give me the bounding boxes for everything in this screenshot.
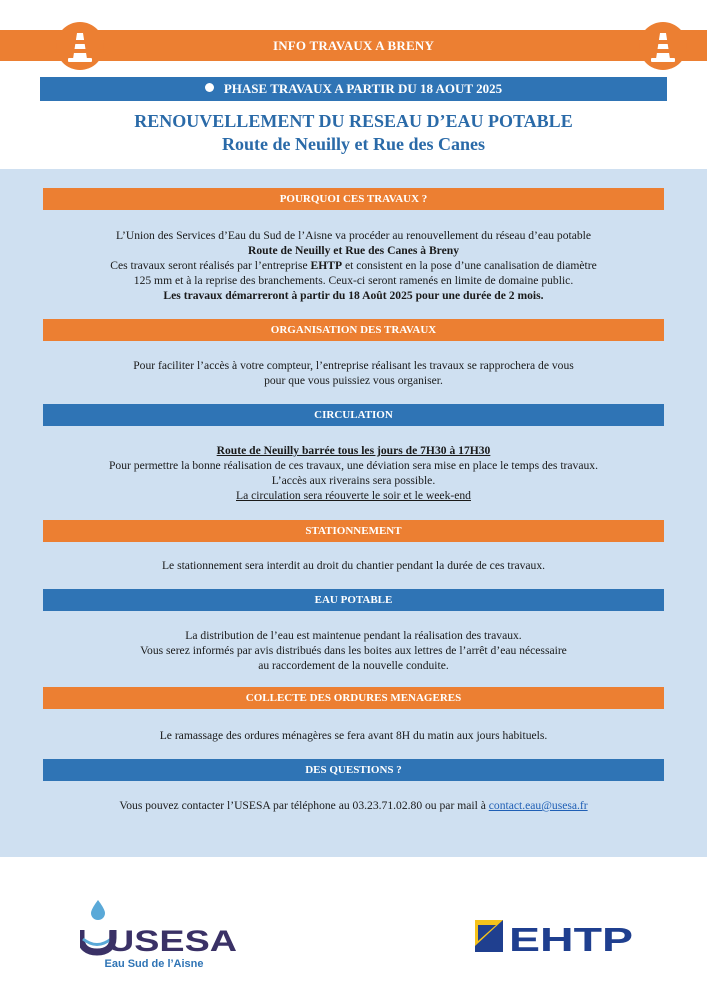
section-heading-pourquoi: POURQUOI CES TRAVAUX ? <box>43 188 664 210</box>
section-body-circulation <box>30 443 677 503</box>
section-heading-organisation: ORGANISATION DES TRAVAUX <box>43 319 664 341</box>
section-body-organisation <box>30 358 677 388</box>
section-heading-collecte: COLLECTE DES ORDURES MENAGERES <box>43 687 664 709</box>
body-line: Pour faciliter l’accès à votre compteur, l’entreprise réalisant les travaux se rapprochera de vous <box>133 359 574 372</box>
body-line <box>30 798 677 813</box>
body-line <box>30 443 677 458</box>
email-link[interactable]: contact.eau@usesa.fr <box>488 799 588 812</box>
header-title: INFO TRAVAUX A BRENY <box>272 38 435 53</box>
body-line: L’accès aux riverains sera possible. <box>271 474 436 487</box>
body-line: Le ramassage des ordures ménagères se fera avant 8H du matin aux jours habituels. <box>159 729 548 742</box>
body-line: Les travaux démarreront à partir du 18 Août 2025 pour une durée de 2 mois. <box>163 289 544 302</box>
section-heading-eau: EAU POTABLE <box>43 589 664 611</box>
section-body-pourquoi <box>30 228 677 303</box>
page-title: RENOUVELLEMENT DU RESEAU D’EAU POTABLE <box>134 111 573 131</box>
usesa-wordmark: USESA <box>107 925 237 958</box>
body-line <box>30 488 677 503</box>
body-text: Ces travaux seront réalisés par l’entreprise <box>110 259 311 272</box>
section-heading-questions: DES QUESTIONS ? <box>43 759 664 781</box>
usesa-logo <box>80 898 240 973</box>
reopening-notice: La circulation sera réouverte le soir et le week-end <box>236 489 471 502</box>
body-line: au raccordement de la nouvelle conduite. <box>258 659 449 672</box>
section-body-questions <box>30 798 677 813</box>
water-drop-icon <box>91 900 105 920</box>
body-line: Le stationnement sera interdit au droit du chantier pendant la durée de ces travaux. <box>161 559 546 572</box>
section-heading-stationnement: STATIONNEMENT <box>43 520 664 542</box>
closure-notice: Route de Neuilly barrée tous les jours de 7H30 à 17H30 <box>216 444 491 457</box>
page-subtitle: Route de Neuilly et Rue des Canes <box>222 134 485 154</box>
bullet-icon <box>205 83 214 92</box>
body-text: et consistent en la pose d’une canalisation de diamètre <box>342 259 597 272</box>
phase-text: PHASE TRAVAUX A PARTIR DU 18 AOUT 2025 <box>223 81 503 96</box>
body-line <box>30 258 677 273</box>
section-body-eau <box>30 628 677 673</box>
body-line: Route de Neuilly et Rue des Canes à Breny <box>247 244 460 257</box>
phase-banner <box>40 77 667 101</box>
ehtp-logo <box>475 916 640 956</box>
section-body-stationnement <box>30 558 677 573</box>
contact-text: Vous pouvez contacter l’USESA par téléphone au 03.23.71.02.80 ou par mail à <box>119 799 489 812</box>
body-line: Vous serez informés par avis distribués dans les boites aux lettres de l’arrêt d’eau nécessaire <box>140 644 567 657</box>
body-line: Pour permettre la bonne réalisation de ces travaux, une déviation sera mise en place le temps des travaux. <box>108 459 598 472</box>
body-line: pour que vous puissiez vous organiser. <box>264 374 443 387</box>
body-line: 125 mm et à la reprise des branchements. Ceux-ci seront ramenés en limite de domaine public. <box>133 274 574 287</box>
section-body-collecte <box>30 728 677 743</box>
body-line: La distribution de l’eau est maintenue pendant la réalisation des travaux. <box>185 629 522 642</box>
body-line: L’Union des Services d’Eau du Sud de l’Aisne va procéder au renouvellement du réseau d’eau potable <box>115 229 592 242</box>
usesa-tagline: Eau Sud de l’Aisne <box>104 958 204 970</box>
ehtp-wordmark: EHTP <box>509 921 633 956</box>
section-heading-circulation: CIRCULATION <box>43 404 664 426</box>
company-name: EHTP <box>310 259 343 272</box>
